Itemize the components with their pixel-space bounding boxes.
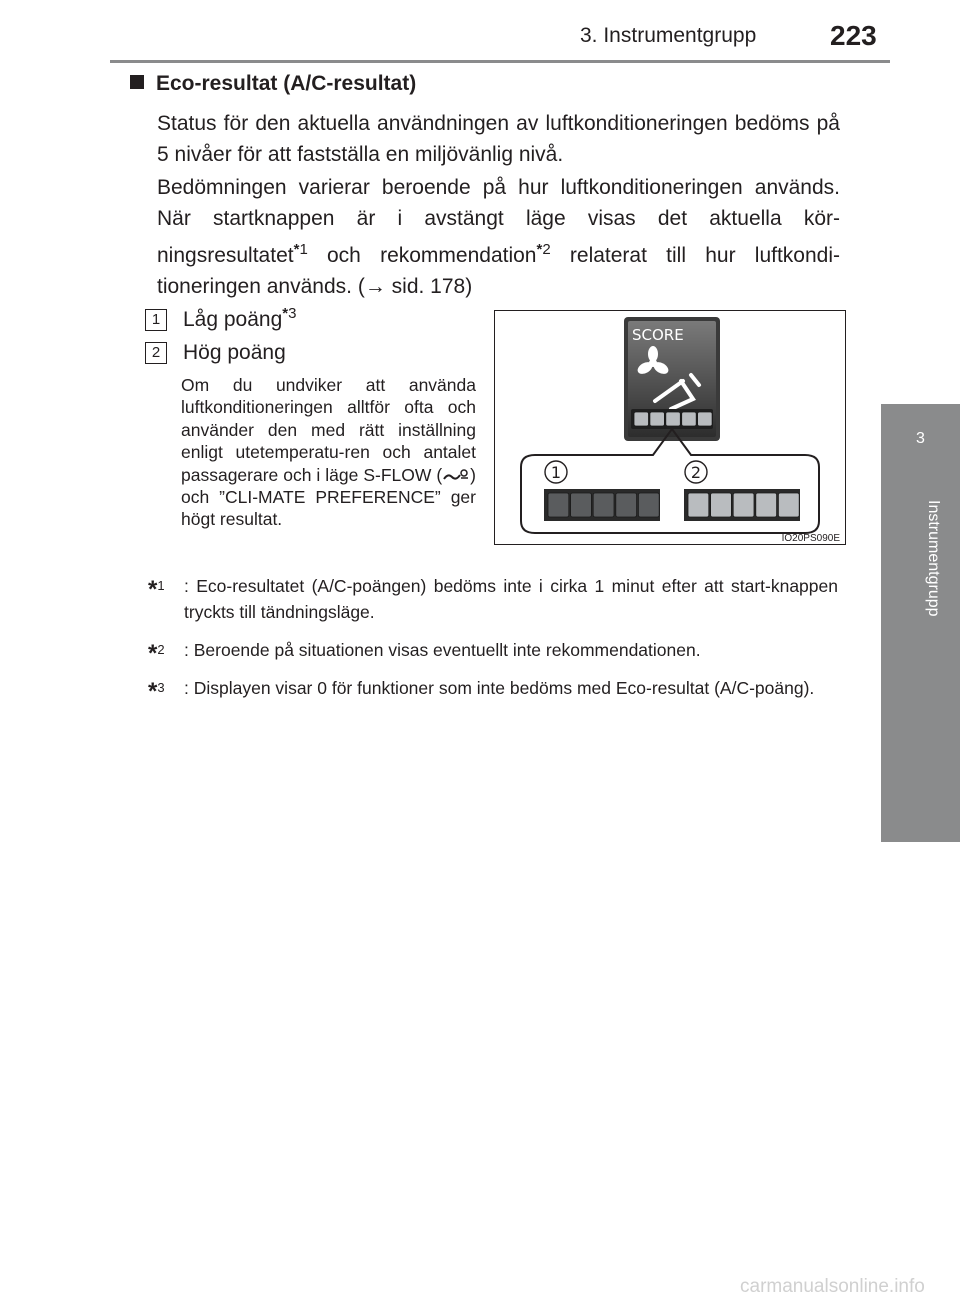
list-item-label: Låg poäng	[183, 308, 283, 331]
detail-text-part3: relaterat till hur luftkondi-tioneringen används. (	[157, 244, 840, 298]
footnote-mark: *$^2$	[148, 639, 165, 667]
footer-watermark: carmanualsonline.info	[740, 1276, 925, 1297]
arrow-icon: →	[364, 275, 386, 298]
callout-2-label: 2	[690, 463, 702, 482]
detail-paragraph	[157, 172, 840, 302]
score-level-cell	[682, 412, 697, 426]
page-reference-link[interactable]: sid. 178)	[385, 275, 473, 298]
footnote-text: : Eco-resultatet (A/C-poängen) bedöms inte i cirka 1 minut efter att start-knappen tryckts till tändningsläge.	[184, 576, 838, 622]
score-level-cell	[634, 412, 649, 426]
screen-score-label: SCORE	[632, 326, 684, 344]
footnote-3	[148, 675, 840, 706]
description-text-part2: ) och ”CLI-MATE PREFERENCE” ger högt resultat.	[181, 464, 476, 530]
detail-text-part2: och rekommendation	[307, 244, 537, 267]
eco-score-figure	[494, 310, 846, 545]
header-rule	[110, 60, 890, 63]
footnote-1	[148, 573, 840, 625]
low-score-cells	[548, 493, 659, 517]
list-item-number: 1	[145, 309, 167, 331]
heading-square-icon	[130, 75, 144, 89]
list-item-number: 2	[145, 342, 167, 364]
score-level-cell	[666, 412, 681, 426]
list-item-label: Hög poäng	[183, 341, 286, 364]
header-section-title: 3. Instrumentgrupp	[580, 24, 757, 47]
figure-code: IO20PS090E	[781, 533, 840, 544]
footnote-ref-2[interactable]: *2	[536, 241, 551, 258]
intro-paragraph: Status för den aktuella användningen av luftkonditioneringen bedöms på 5 nivåer för att fastställa en miljövänlig nivå.	[157, 112, 840, 166]
score-level-cell	[548, 493, 569, 517]
score-level-cell	[638, 493, 659, 517]
footnote-mark: *$^1$	[148, 575, 165, 603]
score-level-cell	[688, 493, 709, 517]
description-text-part1: Om du undviker att använda luftkonditioneringen alltför ofta och använder den med rätt inställning enligt utetemperatu-ren och antalet passagerare och i läge S-FLOW (	[181, 375, 476, 485]
list-item-high-score	[145, 341, 286, 365]
footnote-ref-1[interactable]: *1	[293, 241, 308, 258]
score-level-cell	[733, 493, 754, 517]
eco-score-illustration	[495, 311, 845, 544]
footnote-text: : Beroende på situationen visas eventuellt inte rekommendationen.	[184, 640, 701, 660]
list-item-low-score	[145, 305, 296, 332]
score-level-cell	[616, 493, 637, 517]
score-level-cell	[756, 493, 777, 517]
s-flow-icon	[442, 467, 470, 483]
score-level-cell	[650, 412, 665, 426]
score-level-cell	[711, 493, 732, 517]
section-heading	[130, 72, 416, 96]
callout-1-label: 1	[550, 463, 562, 482]
high-score-description	[181, 374, 476, 531]
section-heading-text: Eco-resultat (A/C-resultat)	[156, 72, 417, 95]
footnote-text: : Displayen visar 0 för funktioner som inte bedöms med Eco-resultat (A/C-poäng).	[184, 678, 815, 698]
footnote-2	[148, 637, 840, 668]
score-level-cell	[778, 493, 799, 517]
page-number: 223	[830, 20, 877, 51]
score-level-cell	[698, 412, 713, 426]
footnote-ref-3[interactable]: *3	[282, 305, 297, 322]
score-level-cell	[593, 493, 614, 517]
screen-level-cells	[634, 412, 712, 426]
score-level-cell	[571, 493, 592, 517]
detail-text-part1: Bedömningen varierar beroende på hur luftkonditioneringen används. När startknappen är i avstängt läge visas det aktuella kör-ningsresultatet	[157, 176, 840, 267]
chapter-tab-label: Instrumentgrupp	[925, 500, 942, 617]
chapter-tab-number: 3	[916, 430, 925, 447]
footnote-mark: *$^3$	[148, 677, 165, 705]
high-score-cells	[688, 493, 799, 517]
